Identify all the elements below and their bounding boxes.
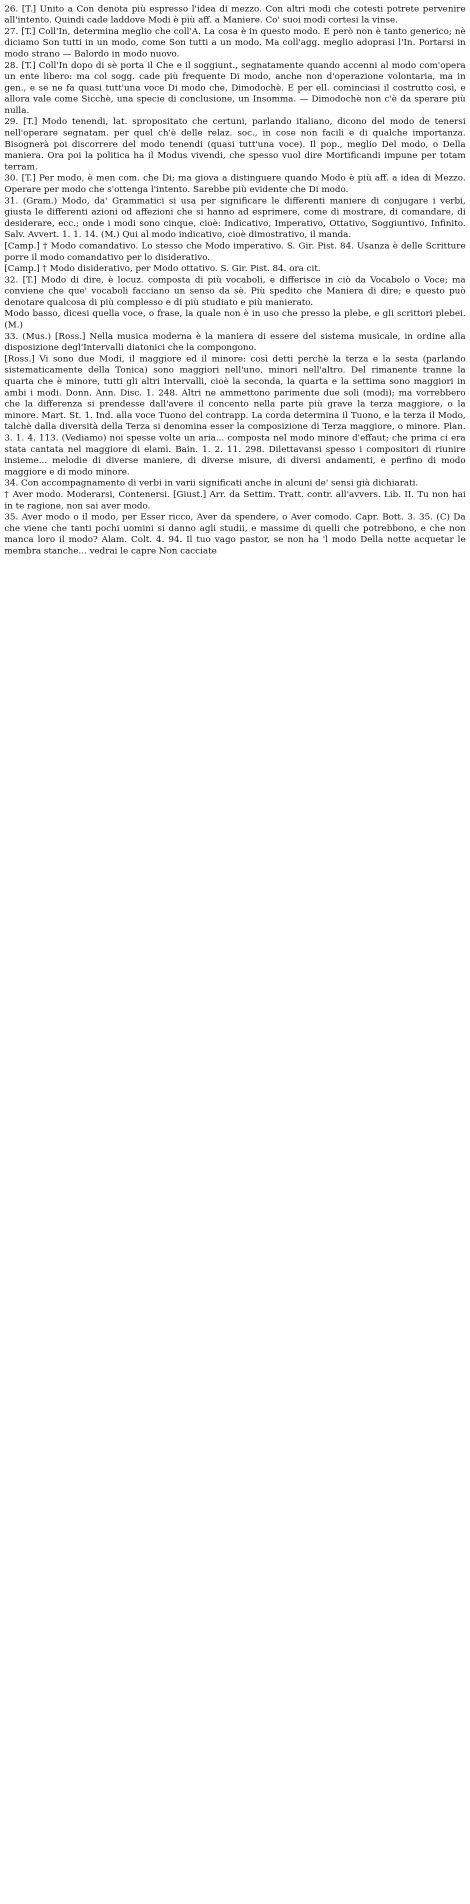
sense-27: 27. [T.] Coll'In, determina meglio che coll'A. La cosa è in questo modo. E però non è tanto generico; nè diciamo Son tutti in un modo, come Son tutti a un modo. Ma coll'agg. meglio adoprasi l'In. Portarsi in modo strano — Balordo in modo nuovo.	[4, 25, 466, 59]
modo-basso: Modo basso, dicesi quella voce, o frase, la quale non è in uso che presso la plebe, e gli scrittori plebei. (M.)	[4, 308, 466, 330]
sense-34: 34. Con accompagnamento di verbi in varii significati anche in alcuni de' sensi già dichiarati.	[4, 477, 419, 488]
entry-column	[0, 0, 470, 556]
sense-30: 30. [T.] Per modo, è men com. che Di; ma giova a distinguere quando Modo è più aff. a idea di Mezzo. Operare per modo che s'ottenga l'intento. Sarebbe più evidente che Di modo.	[4, 172, 466, 195]
modo-comandativo: [Camp.] † Modo comandativo. Lo stesso che Modo imperativo. S. Gir. Pist. 84. Usanza è delle Scritture porre il modo comandativo per lo disiderativo.	[4, 240, 466, 262]
sense-26: 26. [T.] Unito a Con denota più espresso l'idea di mezzo. Con altri modi che cotesti potrete pervenire all'intento. Quindi cade laddove Modi è più aff. a Maniere. Co' suoi modi cortesi la vinse.	[4, 3, 466, 25]
sense-28: 28. [T.] Coll'In dopo di sè porta il Che e il soggiunt., segnatamente quando accenni al modo com'opera un ente libero: ma col sogg. cade più frequente Di modo, anche non d'operazione volontaria, ma in gen., e se ne fa quasi tutt'una voce Di modo che, Dimodochè. E per ell. cominciasi il costrutto così, e allora vale come Sicchè, una specie di conclusione, un Insomma. — Dimodochè non c'è da sperare più nulla.	[4, 59, 466, 116]
sense-35: 35. Aver modo o il modo, per Esser ricco, Aver da spendere, o Aver comodo. Capr. Bott. 3. 35. (C) Da che viene che tanti pochi uomini si danno agli studii, e massime di quelli che potrebbono, e che non manca loro il modo? Alam. Colt. 4. 94. Il tuo vago pastor, se non ha 'l modo Della notte acquetar le membra stanche... vedrai le capre Non cacciate	[4, 511, 466, 556]
aver-modo: † Aver modo. Moderarsi, Contenersi. [Giust.] Arr. da Settim. Tratt. contr. all'avvers. Lib. II. Tu non hai in te ragione, non sai aver modo.	[4, 488, 466, 511]
modo-disiderativo: [Camp.] † Modo disiderativo, per Modo ottativo. S. Gir. Pist. 84. ora cit.	[4, 263, 321, 274]
sense-32: 32. [T.] Modo di dire, è locuz. composta di più vocaboli, e differisce in ciò da Vocabolo o Voce; ma conviene che que' vocaboli facciano un senso da sè. Più spedito che Maniera di dire; e questo può denotare qualcosa di più complesso e di più studiato e più manierato.	[4, 274, 466, 308]
sense-29: 29. [T.] Modo tenendi, lat. spropositato che certuni, parlando italiano, dicono del modo de tenersi nell'operare segnatam. per quel ch'è delle relaz. soc., in cose non facili e di qualche importanza. Bisognerà poi discorrere del modo tenendi (quasi tutt'una voce). Il pop., meglio Del modo, o Della maniera. Ora poi la politica ha il Modus vivendi, che spesso vuol dire Mortificandi impune per totam terram.	[4, 116, 466, 172]
sense-31-grammar: 31. (Gram.) Modo, da' Grammatici si usa per significare le differenti maniere di conjugare i verbi, giusta le differenti azioni od affezioni che si hanno ad esprimere, come di mostrare, di comandare, di desiderare, ecc.; onde i modi sono cinque, cioè: Indicativo, Imperativo, Ottativo, Soggiuntivo, Infinito. Salv. Avvert. 1. 1. 14. (M.) Qui al modo indicativo, cioè dimostrativo, il manda.	[4, 195, 466, 240]
sense-33-music: 33. (Mus.) [Ross.] Nella musica moderna è la maniera di essere del sistema musicale, in ordine alla disposizione degl'Intervalli diatonici che la compongono.	[4, 330, 466, 353]
due-modi: [Ross.] Vi sono due Modi, il maggiore ed il minore: così detti perchè la terza e la sesta (parlando sistematicamente della Tonica) sono maggiori nell'uno, minori nell'altro. Del rimanente tranne la quarta che è minore, tutti gli altri Intervalli, cioè la seconda, la quarta e la settima sono maggiori in ambi i modi. Donn. Ann. Disc. 1. 248. Altri ne ammettono parimente due soli (modi); ma vorrebbero che la differenza si prendesse dall'avere il concento nella parte più grave la terza maggiore, o la minore. Mart. St. 1. Ind. alla voce Tuono del contrapp. La corda determina il Tuono, e la terza il Modo, talchè dalla diversità della Terza si denomina esser la composizione di Terza maggiore, o minore. Plan. 3. 1. 4. 113. (Vediamo) noi spesse volte un aria... composta nel modo minore d'effaut; che prima ci era stata cantata nel maggiore di elamì. Bain. 1. 2. 11. 298. Dilettavansi spesso i compositori di riunire insieme... melodie di diverse maniere, di diverse misure, di diversi andamenti, e perfino di modo maggiore e di modo minore.	[4, 353, 466, 477]
